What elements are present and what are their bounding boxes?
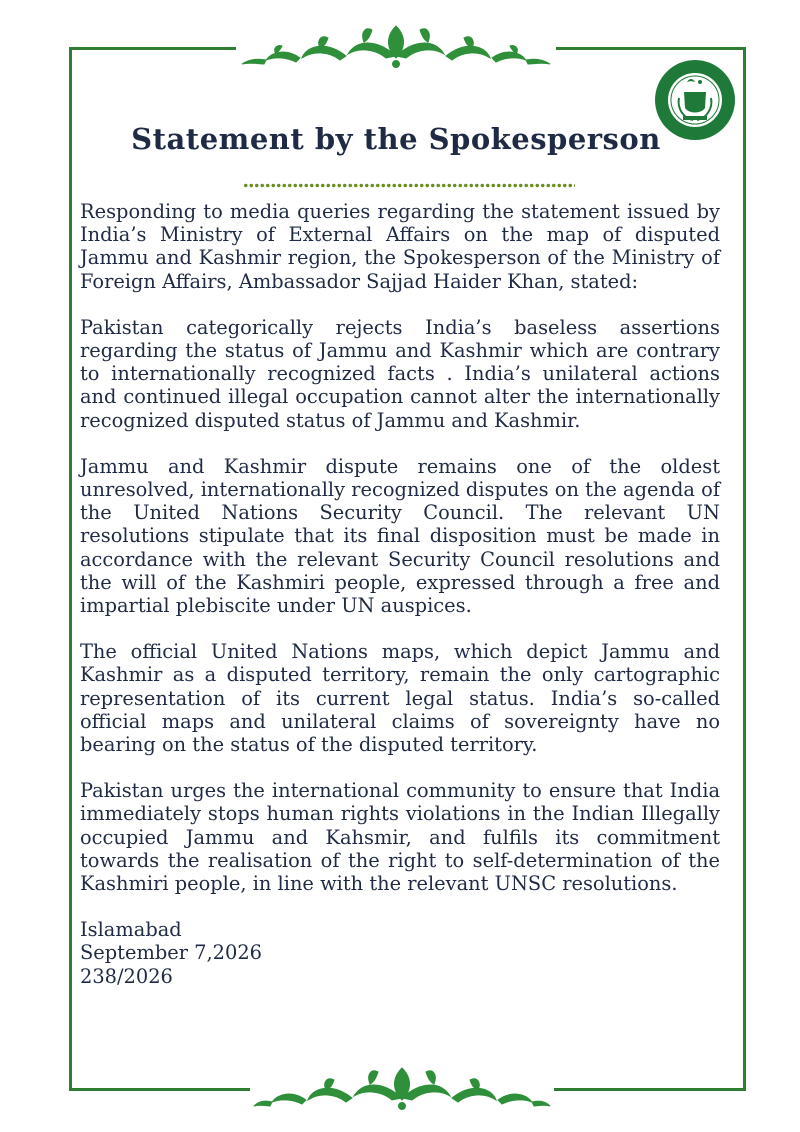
statement-body (80, 200, 720, 988)
footer-date: September 7,2026 (80, 941, 262, 965)
paragraph-intro: Responding to media queries regarding the statement issued by India’s Ministry of External Affairs on the map of disputed Jammu and Kashmir region, the Spokesperson of the Ministry of Foreign Affairs, Ambassador Sajjad Haider Khan, stated: (80, 200, 720, 293)
paragraph-dispute: Jammu and Kashmir dispute remains one of the oldest unresolved, internationally recognized disputes on the agenda of the United Nations Security Council. The relevant UN resolutions stipulate that its final disposition must be made in accordance with the relevant Security Council resolutions and the will of the Kashmiri people, expressed through a free and impartial plebiscite under UN auspices. (80, 454, 720, 618)
paragraph-urge: Pakistan urges the international community to ensure that India immediately stops human rights violations in the Indian Illegally occupied Jammu and Kahsmir, and fulfils its commitment towards the realisation of the right to self-determination of the Kashmiri people, in line with the relevant UNSC resolutions. (80, 779, 720, 896)
floral-ornament-graphic (236, 18, 556, 78)
floral-ornament-graphic (250, 1060, 554, 1120)
paragraph-rejection: Pakistan categorically rejects India’s baseless assertions regarding the status of Jammu and Kashmir which are contrary to internationally recognized facts . India’s unilateral actions and continued illegal occupation cannot alter the internationally recognized disputed status of Jammu and Kashmir. (80, 315, 720, 432)
bottom-floral-ornament (250, 1060, 554, 1120)
footer-place: Islamabad (80, 918, 182, 942)
footer-reference: 238/2026 (80, 964, 173, 988)
page-title: Statement by the Spokesperson (131, 122, 661, 156)
dotted-divider (243, 183, 575, 188)
top-floral-ornament (236, 18, 556, 78)
statement-footer (80, 918, 720, 988)
paragraph-un-maps: The official United Nations maps, which depict Jammu and Kashmir as a disputed territory, remain the only cartographic representation of its current legal status. India’s so-called official maps and unilateral claims of sovereignty have no bearing on the status of the disputed territory. (80, 640, 720, 757)
